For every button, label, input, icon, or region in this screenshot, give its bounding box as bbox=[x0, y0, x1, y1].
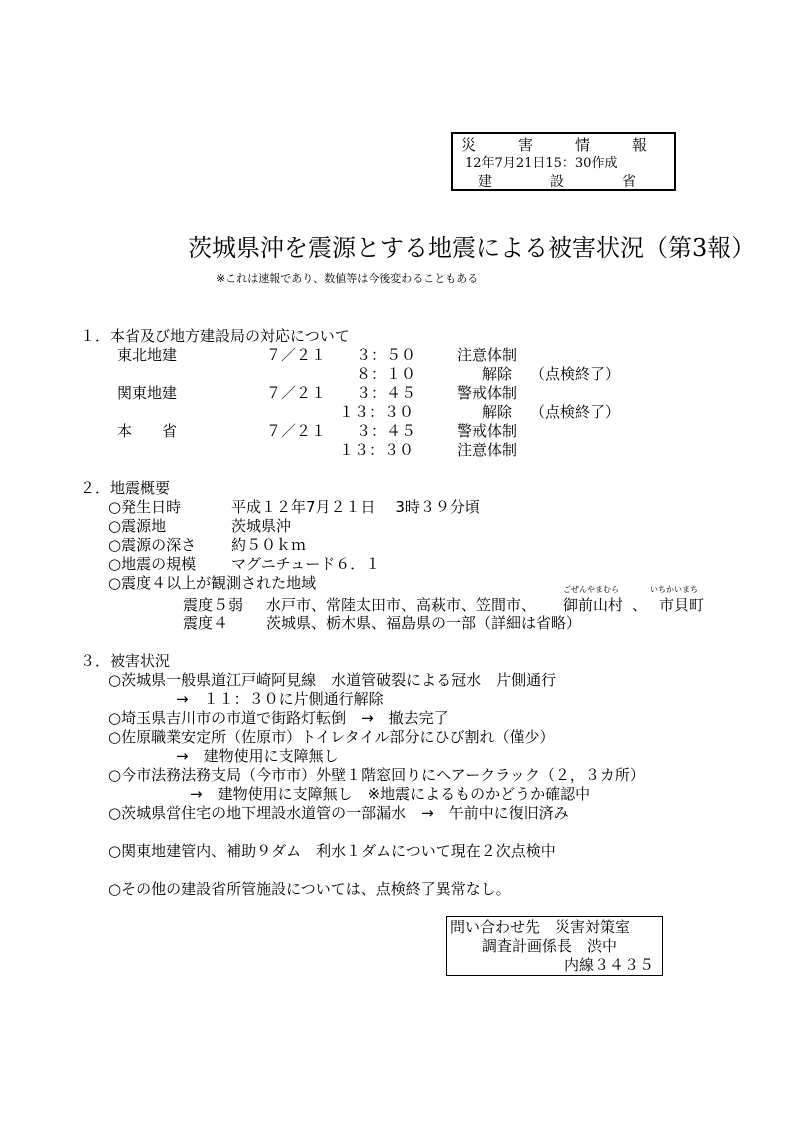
damage-line: ○茨城県一般県道江戸崎阿見線 水道管破裂による冠水 片側通行 bbox=[108, 671, 557, 689]
s1-row5-org: 本 省 bbox=[117, 422, 178, 440]
intensity-heading: ○震度４以上が観測された地域 bbox=[108, 574, 317, 592]
epicenter-value: 茨城県沖 bbox=[231, 517, 292, 535]
damage-line: ○関東地建管内、補助９ダム 利水１ダムについて現在２次点検中 bbox=[108, 842, 556, 860]
s1-row3-time: ３：４５ bbox=[356, 384, 417, 402]
contact-box bbox=[446, 916, 663, 976]
s1-row3-date: ７／２１ bbox=[266, 384, 327, 402]
section3-heading: ３．被害状況 bbox=[80, 652, 171, 670]
disaster-info-title: 災害情報 bbox=[461, 136, 690, 154]
intensity4-label: 震度４ bbox=[183, 614, 229, 632]
s1-row4-extra: （点検終了） bbox=[530, 403, 621, 421]
damage-line: ○茨城県営住宅の地下埋設水道管の一部漏水 → 午前中に復旧済み bbox=[108, 804, 569, 822]
s1-row5-date: ７／２１ bbox=[266, 422, 327, 440]
s1-row3-status: 警戒体制 bbox=[457, 384, 518, 402]
s1-row1-date: ７／２１ bbox=[266, 346, 327, 364]
damage-line: ○埼玉県吉川市の市道で街路灯転倒 → 撤去完了 bbox=[108, 709, 449, 727]
s1-row5-status: 警戒体制 bbox=[457, 422, 518, 440]
epicenter-label: ○震源地 bbox=[108, 517, 167, 535]
s1-row1-time: ３：５０ bbox=[356, 346, 417, 364]
section1-heading: １．本省及び地方建設局の対応について bbox=[80, 327, 350, 345]
place-separator: 、 bbox=[632, 596, 648, 614]
quake-time-label: ○発生日時 bbox=[108, 498, 182, 516]
furigana-ichikai: いちかいまち bbox=[650, 585, 698, 594]
s1-row5-time: ３：４５ bbox=[356, 422, 417, 440]
damage-line: ○その他の建設省所管施設については、点検終了異常なし。 bbox=[108, 880, 511, 898]
damage-line: ○今市法務法務支局（今市市）外壁１階窓回りにヘアークラック（２，３カ所） bbox=[108, 766, 645, 784]
damage-line: → 建物使用に支障無し ※地震によるものかどうか確認中 bbox=[190, 785, 591, 803]
intensity5-label: 震度５弱 bbox=[183, 596, 244, 614]
s1-row4-status: 解除 bbox=[482, 403, 513, 421]
preliminary-note: ※これは速報であり、数値等は今後変わることもある bbox=[216, 272, 479, 285]
s1-row6-status: 注意体制 bbox=[457, 441, 518, 459]
damage-line: → １１：３０に片側通行解除 bbox=[176, 690, 384, 708]
s1-row2-status: 解除 bbox=[482, 365, 513, 383]
issuer: 建設省 bbox=[478, 174, 694, 190]
s1-row1-status: 注意体制 bbox=[457, 346, 518, 364]
furigana-gozenyama: ごぜんやまむら bbox=[563, 585, 619, 594]
disaster-info-box bbox=[451, 132, 694, 191]
damage-line: → 建物使用に支障無し bbox=[176, 747, 339, 765]
s1-row1-org: 東北地建 bbox=[117, 346, 178, 364]
place-ichikai: 市貝町 bbox=[659, 596, 705, 614]
contact-line3: 内線３４３５ bbox=[564, 956, 655, 974]
depth-value: 約５０ｋｍ bbox=[231, 536, 307, 554]
s1-row4-time: １３：３０ bbox=[339, 403, 415, 421]
intensity5-areas: 水戸市、常陸太田市、高萩市、笠間市、 bbox=[266, 596, 537, 614]
intensity4-areas: 茨城県、栃木県、福島県の一部（詳細は省略） bbox=[266, 614, 582, 632]
s1-row6-time: １３：３０ bbox=[339, 441, 415, 459]
damage-line: ○佐原職業安定所（佐原市）トイレタイル部分にひび割れ（僅少） bbox=[108, 728, 555, 746]
quake-time-value: 平成１２年7月２１日 3時３９分頃 bbox=[231, 498, 480, 516]
document-title: 茨城県沖を震源とする地震による被害状況（第3報） bbox=[188, 234, 756, 262]
s1-row2-time: ８：１０ bbox=[356, 365, 417, 383]
place-gozenyama: 御前山村 bbox=[563, 596, 624, 614]
s1-row3-org: 関東地建 bbox=[117, 384, 178, 402]
magnitude-label: ○地震の規模 bbox=[108, 555, 197, 573]
magnitude-value: マグニチュード６．１ bbox=[231, 555, 381, 573]
contact-line1: 問い合わせ先 災害対策室 bbox=[450, 918, 631, 936]
section2-heading: ２．地震概要 bbox=[80, 479, 171, 497]
s1-row2-extra: （点検終了） bbox=[530, 365, 621, 383]
issue-date: 12年7月21日15：30作成 bbox=[465, 156, 618, 171]
contact-line2: 調査計画係長 渋中 bbox=[482, 937, 618, 955]
depth-label: ○震源の深さ bbox=[108, 536, 197, 554]
